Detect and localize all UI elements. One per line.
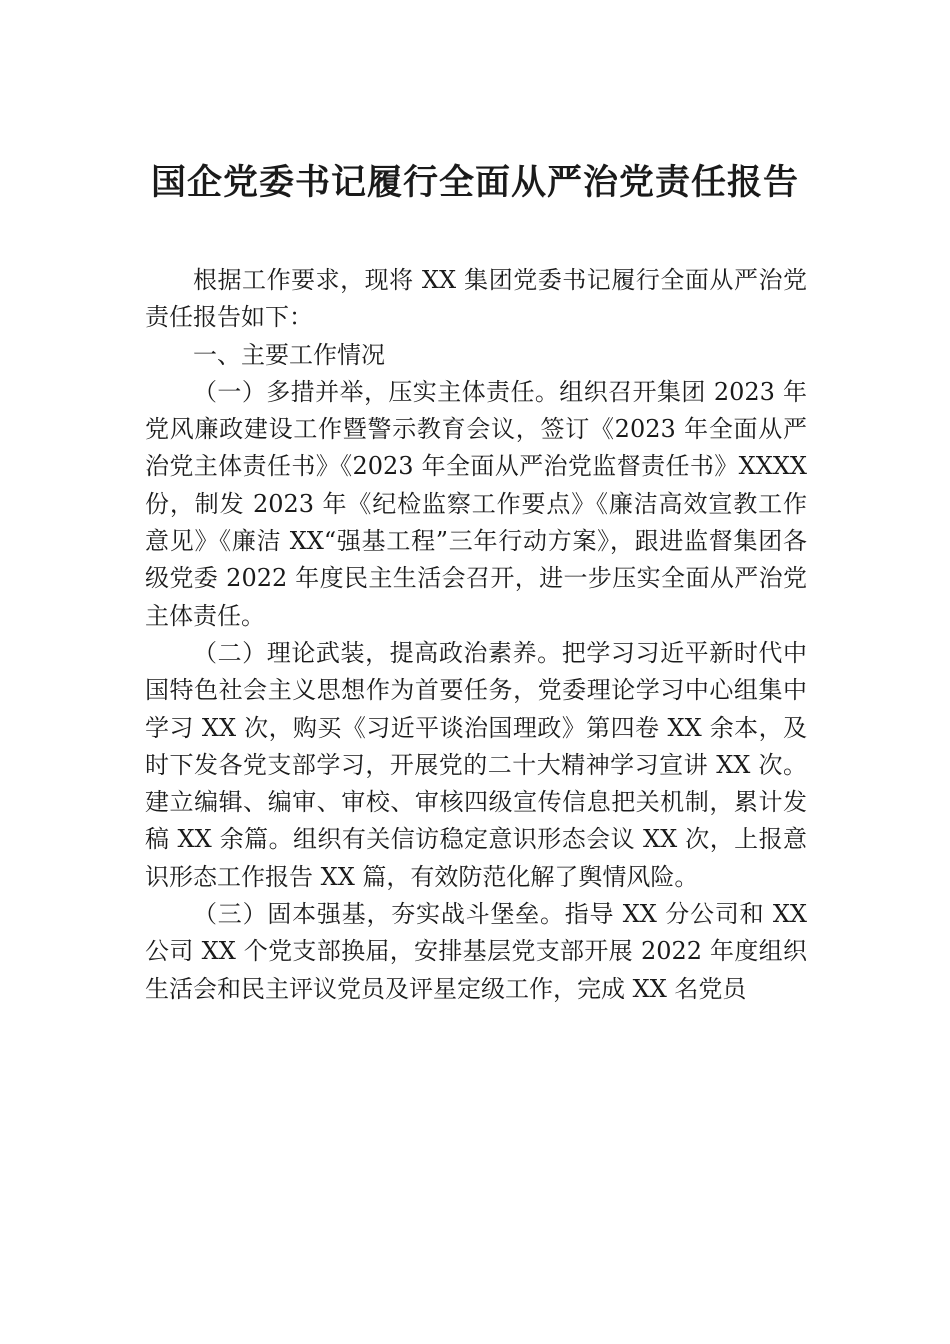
paragraph-responsibility: （一）多措并举，压实主体责任。组织召开集团 2023 年党风廉政建设工作暨警示教育会议，签订《2023 年全面从严治党主体责任书》《2023 年全面从严治党监督责任书》XXXX 份，制发 2023 年《纪检监察工作要点》《廉洁高效宣教工作意见》《廉洁 XX“强基工程”三年行动方案》，跟进监督集团各级党委 2022 年度民主生活会召开，进一步压实全面从严治党主体责任。 [145, 377, 807, 630]
document-title: 国企党委书记履行全面从严治党责任报告 [150, 162, 799, 203]
document-body [145, 262, 807, 1008]
section-heading-main-work: 一、主要工作情况 [193, 340, 385, 369]
intro-paragraph: 根据工作要求，现将 XX 集团党委书记履行全面从严治党责任报告如下： [145, 266, 807, 332]
paragraph-foundation: （三）固本强基，夯实战斗堡垒。指导 XX 分公司和 XX 公司 XX 个党支部换届，安排基层党支部开展 2022 年度组织生活会和民主评议党员及评星定级工作，完成 XX 名党员 [145, 900, 807, 1003]
paragraph-theory: （二）理论武装，提高政治素养。把学习习近平新时代中国特色社会主义思想作为首要任务，党委理论学习中心组集中学习 XX 次，购买《习近平谈治国理政》第四卷 XX 余本，及时下发各党支部学习，开展党的二十大精神学习宣讲 XX 次。建立编辑、编审、审校、审核四级宣传信息把关机制，累计发稿 XX 余篇。组织有关信访稳定意识形态会议 XX 次，上报意识形态工作报告 XX 篇，有效防范化解了舆情风险。 [145, 638, 807, 891]
